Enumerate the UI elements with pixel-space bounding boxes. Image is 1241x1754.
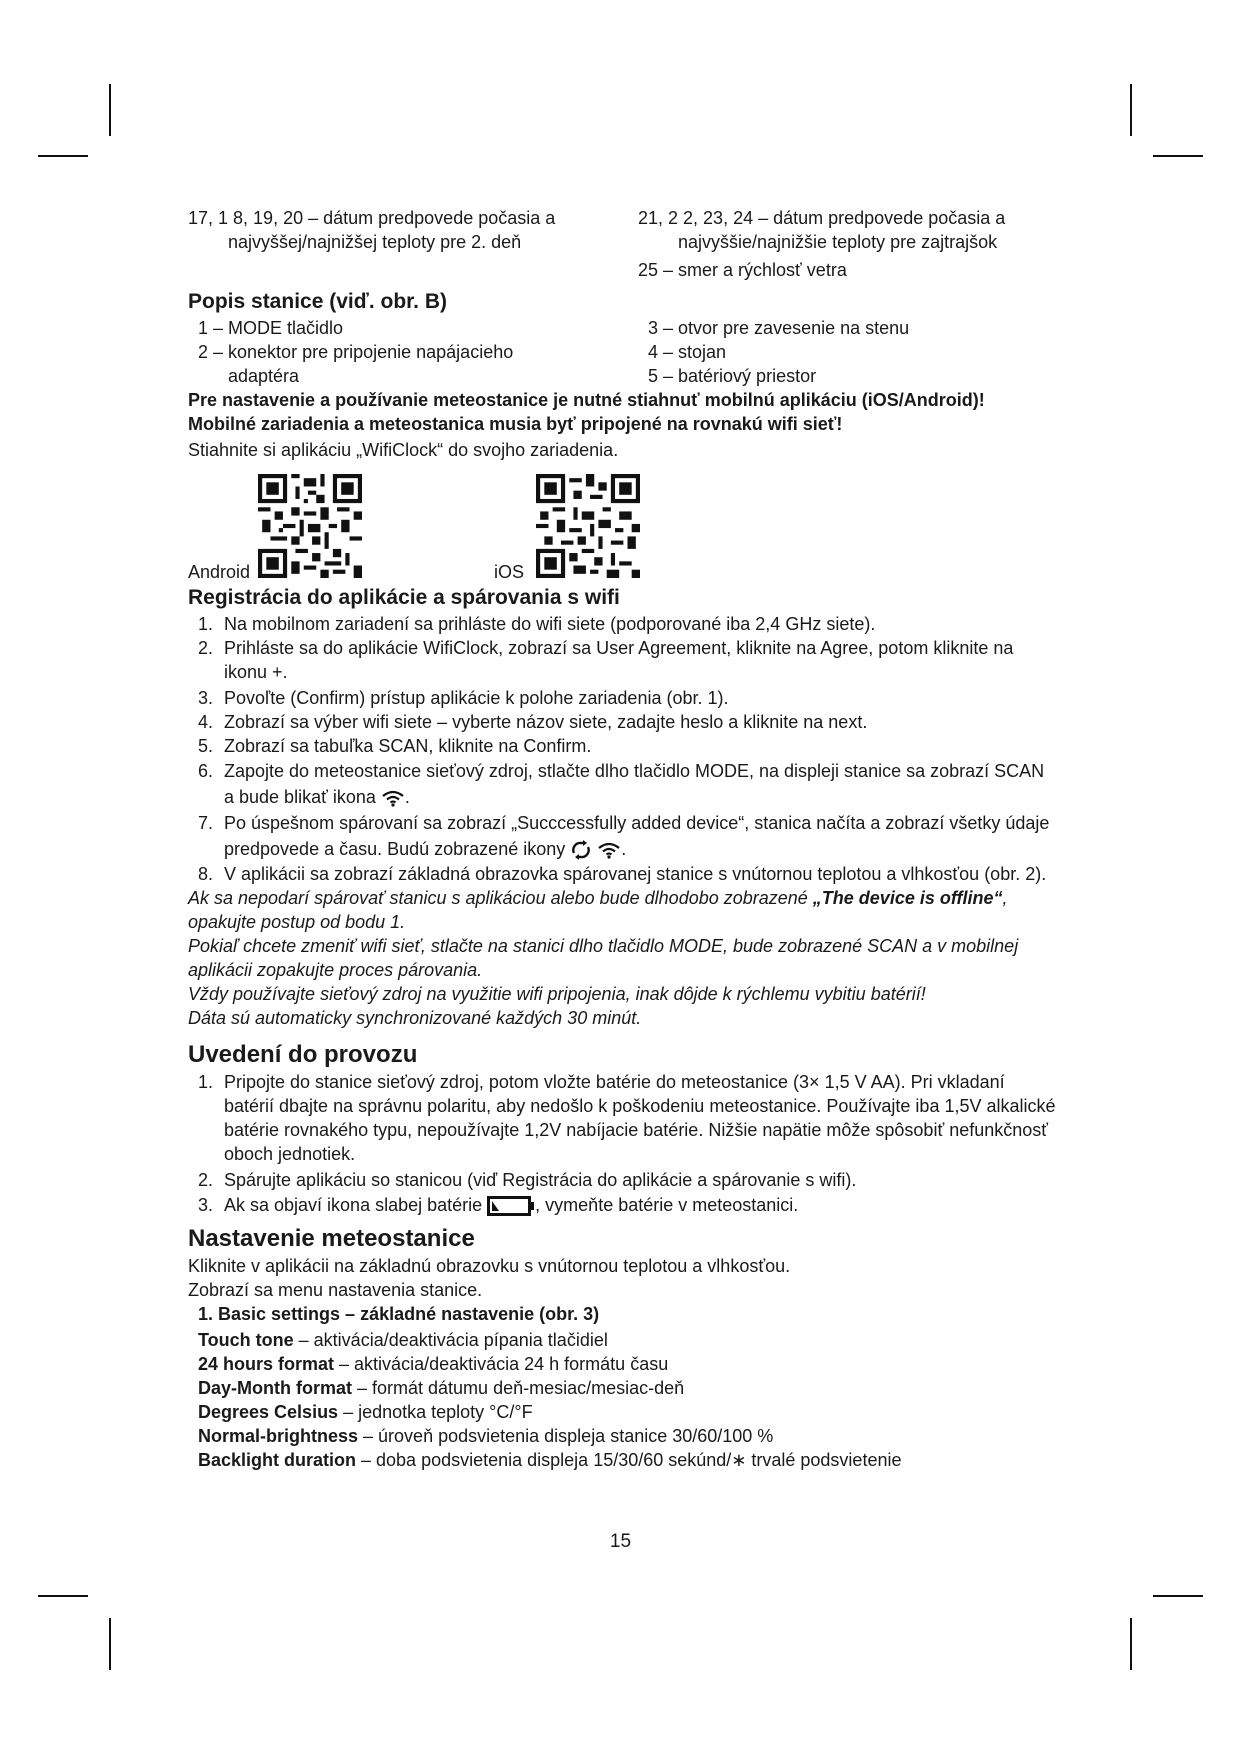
registration-steps [188, 612, 1058, 886]
station-parts [198, 316, 1058, 388]
list-item: 24 hours format – aktivácia/deaktivácia 24 h formátu času [198, 1354, 669, 1374]
part-5: 5 – batériový priestor [648, 366, 817, 386]
top-items [188, 206, 1058, 282]
top-right-item2: 25 – smer a rýchlosť vetra [638, 260, 847, 280]
note-offline: Ak sa nepodarí spárovať stanicu s aplikáciou alebo bude dlhodobo zobrazené „The device is offline“, opakujte postup od bodu 1. [188, 888, 1008, 932]
part-4: 4 – stojan [648, 342, 727, 362]
crop-mark [38, 1595, 88, 1597]
top-right-items [638, 206, 1058, 282]
android-qr-code[interactable] [258, 474, 362, 578]
sync-icon [570, 840, 592, 860]
page-content [188, 206, 1058, 1472]
operation-heading: Uvedení do provozu [188, 1041, 418, 1068]
wifi-icon [381, 789, 405, 807]
top-right-line1: 21, 2 2, 23, 24 – dátum predpovede počasia a [638, 208, 1006, 228]
warning-wifi: Mobilné zariadenia a meteostanica musia byť pripojené na rovnakú wifi sieť! [188, 414, 843, 434]
top-left-item [188, 206, 638, 282]
settings-intro-1: Kliknite v aplikácii na základnú obrazovku s vnútornou teplotou a vlhkosťou. [188, 1256, 791, 1276]
crop-mark [109, 84, 111, 136]
list-item: Day-Month format – formát dátumu deň-mesiac/mesiac-deň [198, 1378, 685, 1398]
ios-label: iOS [494, 562, 525, 582]
operation-steps [188, 1070, 1058, 1218]
station-heading: Popis stanice (viď. obr. B) [188, 290, 447, 313]
note-sync: Dáta sú automaticky synchronizované každých 30 minút. [188, 1008, 642, 1028]
qr-codes [188, 474, 1058, 584]
note-power-supply: Vždy používajte sieťový zdroj na využitie wifi pripojenia, inak dôjde k rýchlemu vybitiu batérií! [188, 984, 926, 1004]
crop-mark [1130, 84, 1132, 136]
settings-intro-2: Zobrazí sa menu nastavenia stanice. [188, 1280, 483, 1300]
crop-mark [109, 1618, 111, 1670]
download-instruction: Stiahnite si aplikáciu „WifiClock“ do svojho zariadenia. [188, 440, 619, 460]
top-right-line2: najvyššie/najnižšie teploty pre zajtrajšok [678, 232, 998, 252]
ios-qr-code[interactable] [536, 474, 640, 578]
page-number: 15 [609, 1531, 632, 1552]
part-2: 2 – konektor pre pripojenie napájacieho [198, 342, 514, 362]
settings-list [198, 1328, 1058, 1472]
station-parts-left [198, 316, 648, 388]
list-item: 4. Zobrazí sa výber wifi siete – vyberte názov siete, zadajte heslo a kliknite na next. [198, 712, 868, 732]
settings-heading: Nastavenie meteostanice [188, 1225, 475, 1252]
list-item: 2. Prihláste sa do aplikácie WifiClock, zobrazí sa User Agreement, kliknite na Agree, potom kliknite na ikonu +. [198, 638, 1014, 682]
wifi-icon [597, 841, 621, 859]
note-change-wifi: Pokiaľ chcete zmeniť wifi sieť, stlačte na stanici dlho tlačidlo MODE, bude zobrazené SCAN a v mobilnej aplikácii zopakujte proces párovania. [188, 936, 1019, 980]
low-battery-icon [487, 1195, 535, 1217]
android-label: Android [188, 562, 251, 582]
part-2-cont: adaptéra [228, 366, 300, 386]
list-item: 6. Zapojte do meteostanice sieťový zdroj, stlačte dlho tlačidlo MODE, na displeji stanice sa zobrazí SCAN a bude blikať ikona . [198, 761, 1045, 807]
list-item: 8. V aplikácii sa zobrazí základná obrazovka spárovanej stanice s vnútornou teplotou a vlhkosťou (obr. 2). [198, 864, 1047, 884]
list-item: Degrees Celsius – jednotka teploty °C/°F [198, 1402, 533, 1422]
list-item: 3. Povoľte (Confirm) prístup aplikácie k polohe zariadenia (obr. 1). [198, 688, 729, 708]
crop-mark [1153, 155, 1203, 157]
crop-mark [38, 155, 88, 157]
crop-mark [1153, 1595, 1203, 1597]
top-left-line2: najvyššej/najnižšej teploty pre 2. deň [228, 232, 522, 252]
top-left-line1: 17, 1 8, 19, 20 – dátum predpovede počasia a [188, 208, 556, 228]
warning-app: Pre nastavenie a používanie meteostanice je nutné stiahnuť mobilnú aplikáciu (iOS/Android)! [188, 390, 985, 410]
list-item: Backlight duration – doba podsvietenia displeja 15/30/60 sekúnd/∗ trvalé podsvietenie [198, 1450, 902, 1470]
list-item: 2. Spárujte aplikáciu so stanicou (viď Registrácia do aplikácie a spárovanie s wifi). [198, 1170, 857, 1190]
part-3: 3 – otvor pre zavesenie na stenu [648, 318, 910, 338]
list-item: 5. Zobrazí sa tabuľka SCAN, kliknite na Confirm. [198, 736, 592, 756]
list-item: 1. Pripojte do stanice sieťový zdroj, potom vložte batérie do meteostanice (3× 1,5 V AA). Pri vkladaní batérií dbajte na správnu polaritu, aby nedošlo k poškodeniu meteostanice. Používajte iba 1,5V alkalické batérie rovnakého typu, nepoužívajte 1,2V nabíjacie batérie. Nižšie napätie môže spôsobiť nefunkčnosť oboch jednotiek. [198, 1072, 1056, 1164]
basic-settings-heading: 1. Basic settings – základné nastavenie (obr. 3) [198, 1304, 600, 1324]
list-item: 3. Ak sa objaví ikona slabej batérie , vymeňte batérie v meteostanici. [198, 1192, 1058, 1218]
list-item: Normal-brightness – úroveň podsvietenia displeja stanice 30/60/100 % [198, 1426, 774, 1446]
registration-heading: Registrácia do aplikácie a spárovania s wifi [188, 586, 620, 609]
list-item: 7. Po úspešnom spárovaní sa zobrazí „Succcessfully added device“, stanica načíta a zobrazí všetky údaje predpovede a času. Budú zobrazené ikony . [198, 813, 1050, 859]
list-item: Touch tone – aktivácia/deaktivácia pípania tlačidiel [198, 1330, 608, 1350]
list-item: 1. Na mobilnom zariadení sa prihláste do wifi siete (podporované iba 2,4 GHz siete). [198, 614, 876, 634]
station-parts-right [648, 316, 1058, 388]
crop-mark [1130, 1618, 1132, 1670]
part-1: 1 – MODE tlačidlo [198, 318, 344, 338]
